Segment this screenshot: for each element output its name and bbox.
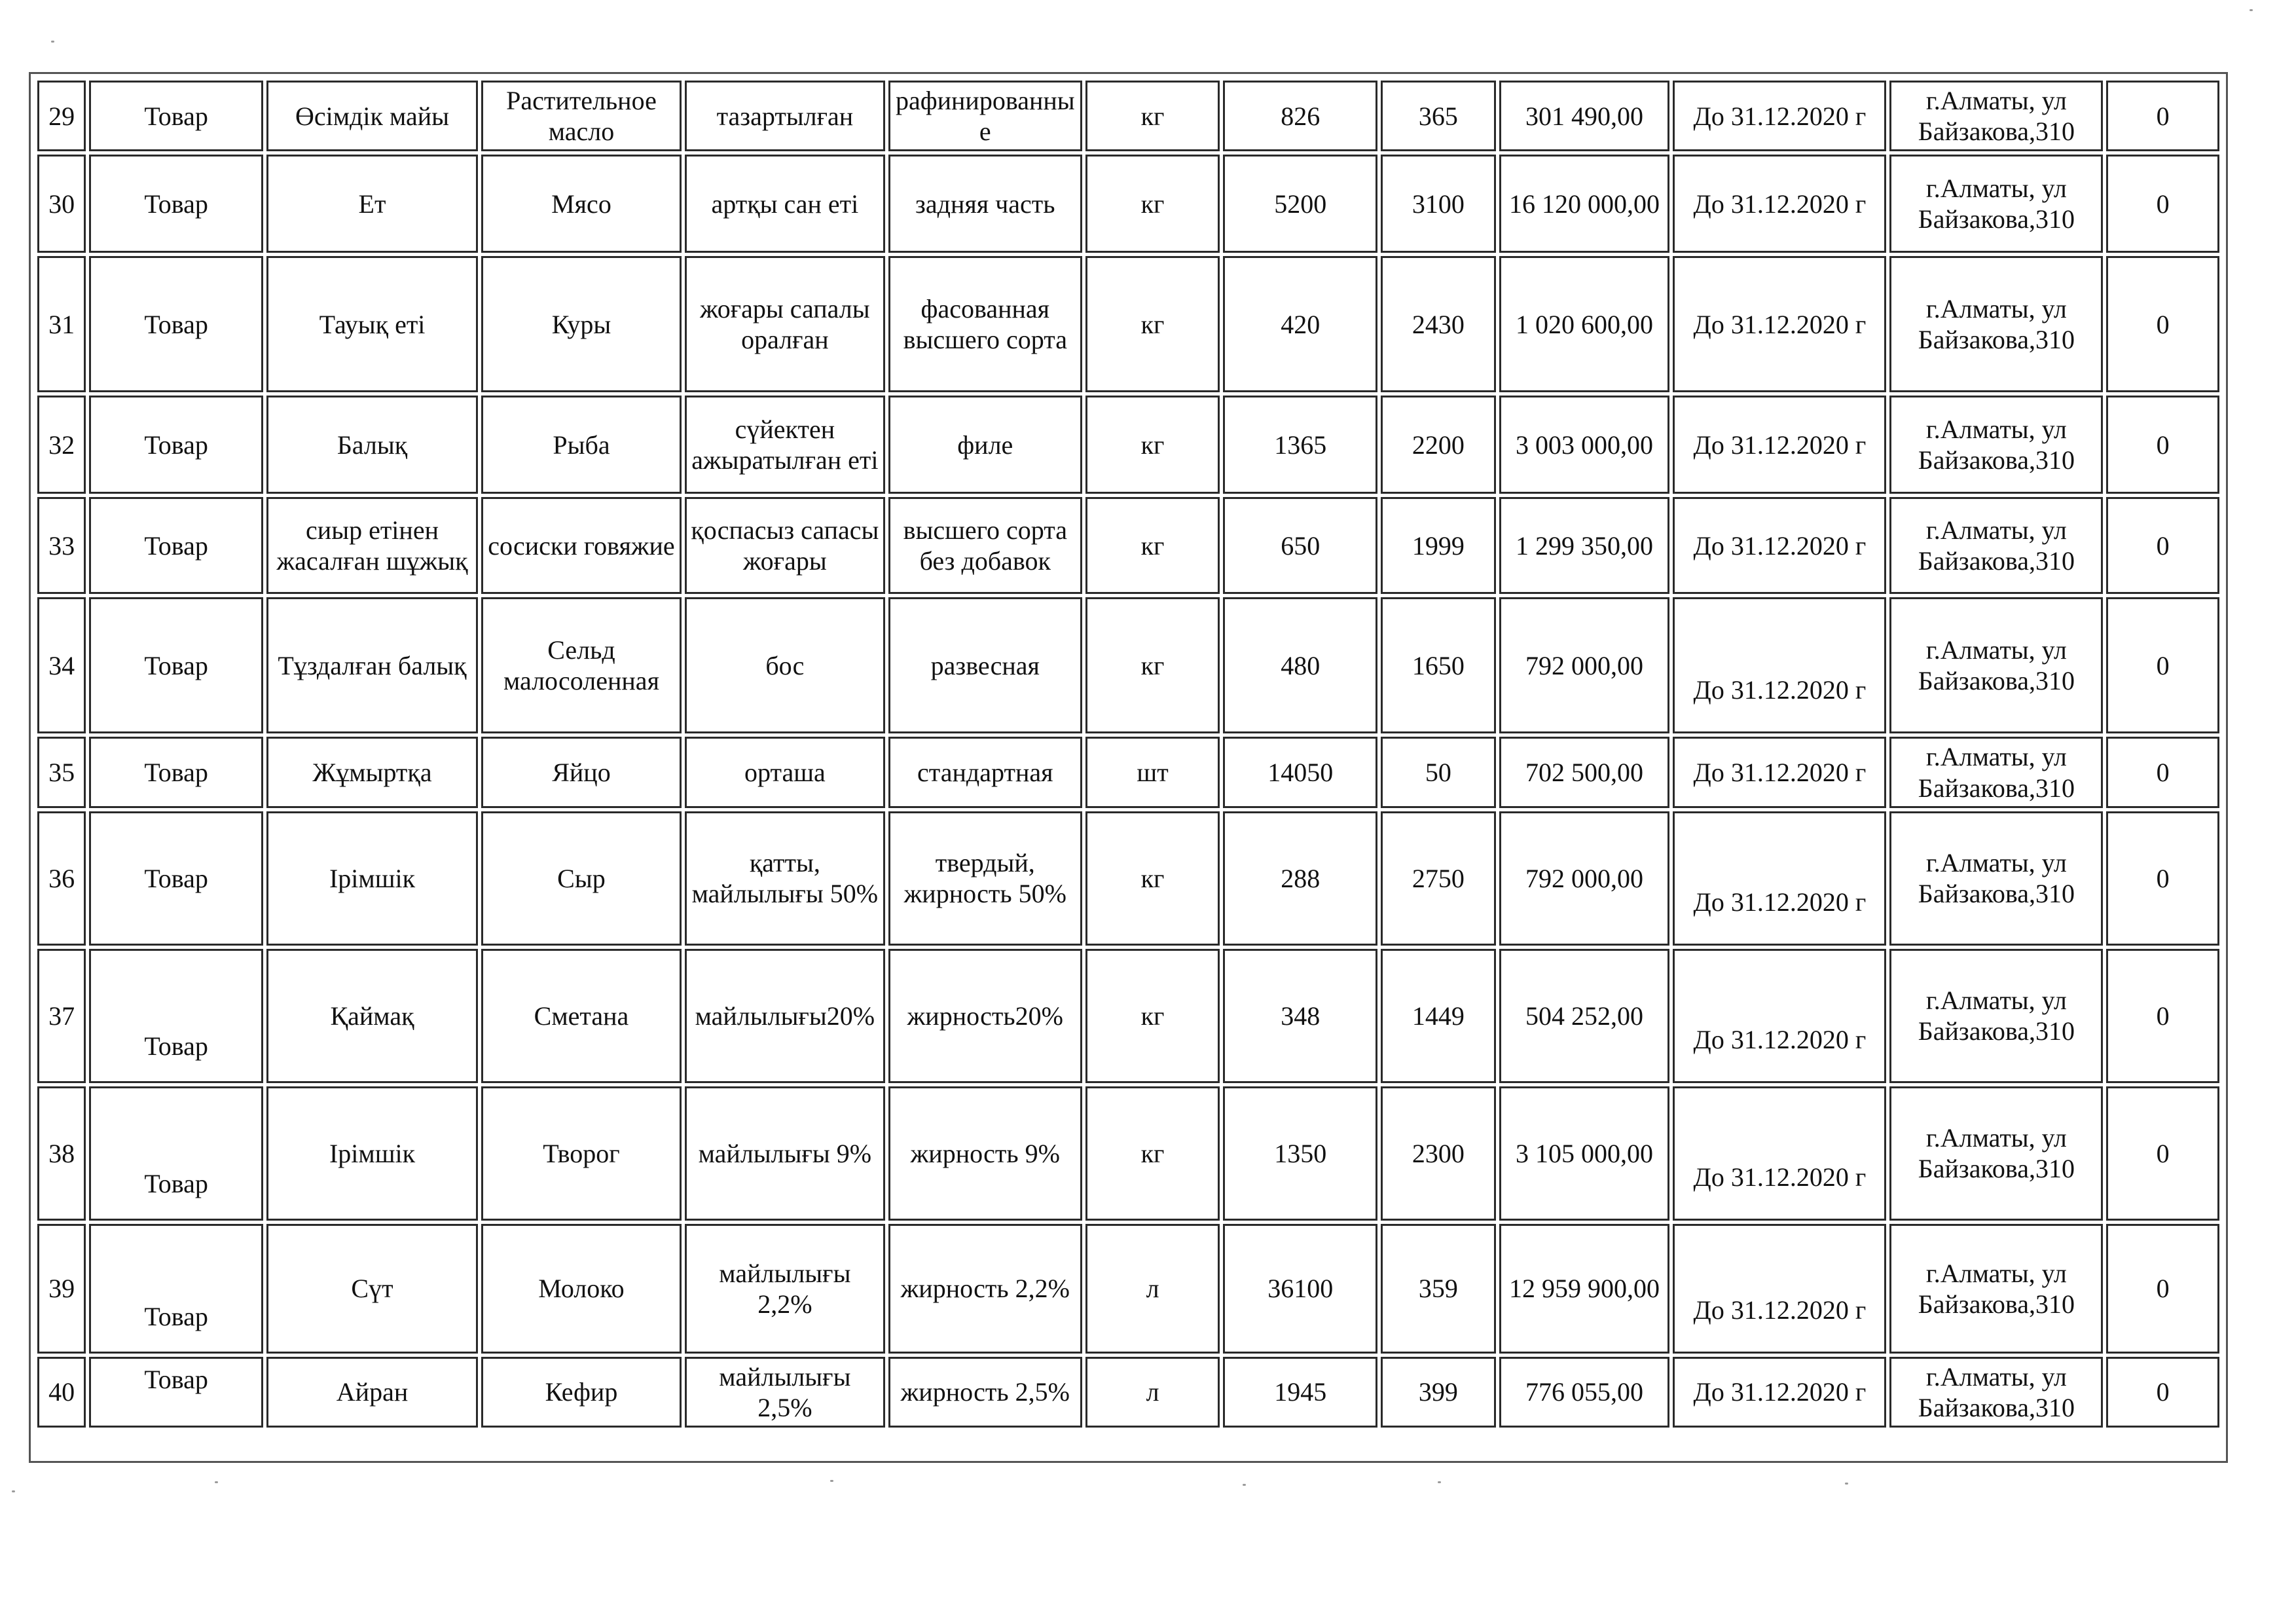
unit-price: 2200 xyxy=(1381,396,1496,494)
row-number: 36 xyxy=(37,811,86,946)
unit-of-measure: кг xyxy=(1085,256,1220,392)
table-row xyxy=(37,155,2219,253)
row-number: 30 xyxy=(37,155,86,253)
unit-price: 359 xyxy=(1381,1224,1496,1354)
delivery-term: До 31.12.2020 г xyxy=(1673,1357,1886,1428)
quantity: 1365 xyxy=(1223,396,1377,494)
quantity: 1945 xyxy=(1223,1357,1377,1428)
item-type: Товар xyxy=(89,155,263,253)
unit-of-measure: кг xyxy=(1085,949,1220,1083)
item-name-ru: Молоко xyxy=(481,1224,682,1354)
row-number: 29 xyxy=(37,81,86,151)
table-row xyxy=(37,1357,2219,1428)
delivery-place: г.Алматы, ул Байзакова,310 xyxy=(1889,811,2103,946)
total-amount: 776 055,00 xyxy=(1499,1357,1670,1428)
item-name-kk: Балық xyxy=(266,396,478,494)
advance-payment: 0 xyxy=(2106,949,2219,1083)
scan-speck xyxy=(2250,9,2253,11)
row-number: 39 xyxy=(37,1224,86,1354)
delivery-place: г.Алматы, ул Байзакова,310 xyxy=(1889,949,2103,1083)
delivery-term: До 31.12.2020 г xyxy=(1673,256,1886,392)
item-spec-ru: стандартная xyxy=(888,737,1082,807)
total-amount: 3 003 000,00 xyxy=(1499,396,1670,494)
item-type: Товар xyxy=(89,949,263,1083)
scan-speck xyxy=(215,1481,218,1483)
item-type: Товар xyxy=(89,81,263,151)
quantity: 1350 xyxy=(1223,1086,1377,1221)
item-name-ru: Яйцо xyxy=(481,737,682,807)
item-name-ru: Мясо xyxy=(481,155,682,253)
unit-of-measure: шт xyxy=(1085,737,1220,807)
table-row xyxy=(37,497,2219,594)
unit-price: 365 xyxy=(1381,81,1496,151)
item-name-ru: Кефир xyxy=(481,1357,682,1428)
delivery-term: До 31.12.2020 г xyxy=(1673,81,1886,151)
item-spec-ru: жирность 2,5% xyxy=(888,1357,1082,1428)
item-spec-kk: жоғары сапалы оралған xyxy=(685,256,885,392)
delivery-term: До 31.12.2020 г xyxy=(1673,1086,1886,1221)
row-number: 35 xyxy=(37,737,86,807)
advance-payment: 0 xyxy=(2106,497,2219,594)
item-spec-kk: орташа xyxy=(685,737,885,807)
total-amount: 12 959 900,00 xyxy=(1499,1224,1670,1354)
item-name-kk: Ірімшік xyxy=(266,1086,478,1221)
unit-price: 2430 xyxy=(1381,256,1496,392)
scan-speck xyxy=(1845,1483,1848,1485)
item-name-ru: сосиски говяжие xyxy=(481,497,682,594)
item-spec-ru: жирность 2,2% xyxy=(888,1224,1082,1354)
advance-payment: 0 xyxy=(2106,597,2219,733)
item-type: Товар xyxy=(89,737,263,807)
item-spec-kk: майлылығы 2,5% xyxy=(685,1357,885,1428)
item-spec-kk: сүйектен ажыратылған еті xyxy=(685,396,885,494)
unit-of-measure: кг xyxy=(1085,597,1220,733)
item-name-ru: Растительное масло xyxy=(481,81,682,151)
item-type: Товар xyxy=(89,497,263,594)
quantity: 826 xyxy=(1223,81,1377,151)
item-spec-kk: бос xyxy=(685,597,885,733)
item-name-kk: Өсімдік майы xyxy=(266,81,478,151)
quantity: 480 xyxy=(1223,597,1377,733)
advance-payment: 0 xyxy=(2106,396,2219,494)
total-amount: 1 299 350,00 xyxy=(1499,497,1670,594)
table-row xyxy=(37,1224,2219,1354)
item-name-ru: Сельд малосоленная xyxy=(481,597,682,733)
unit-of-measure: л xyxy=(1085,1357,1220,1428)
advance-payment: 0 xyxy=(2106,737,2219,807)
table-row xyxy=(37,949,2219,1083)
unit-of-measure: кг xyxy=(1085,155,1220,253)
item-name-kk: Тұздалған балық xyxy=(266,597,478,733)
procurement-goods-table xyxy=(34,77,2223,1431)
table-row xyxy=(37,1086,2219,1221)
item-name-kk: сиыр етінен жасалған шұжық xyxy=(266,497,478,594)
delivery-place: г.Алматы, ул Байзакова,310 xyxy=(1889,1086,2103,1221)
advance-payment: 0 xyxy=(2106,155,2219,253)
item-type: Товар xyxy=(89,256,263,392)
table-row xyxy=(37,396,2219,494)
advance-payment: 0 xyxy=(2106,811,2219,946)
item-spec-kk: тазартылған xyxy=(685,81,885,151)
quantity: 14050 xyxy=(1223,737,1377,807)
row-number: 34 xyxy=(37,597,86,733)
row-number: 32 xyxy=(37,396,86,494)
delivery-term: До 31.12.2020 г xyxy=(1673,1224,1886,1354)
item-name-ru: Куры xyxy=(481,256,682,392)
item-type: Товар xyxy=(89,396,263,494)
row-number: 31 xyxy=(37,256,86,392)
unit-price: 1449 xyxy=(1381,949,1496,1083)
table-body xyxy=(37,81,2219,1428)
item-type: Товар xyxy=(89,597,263,733)
table-row xyxy=(37,256,2219,392)
item-spec-ru: развесная xyxy=(888,597,1082,733)
item-spec-ru: фасованная высшего сорта xyxy=(888,256,1082,392)
item-name-kk: Ірімшік xyxy=(266,811,478,946)
unit-of-measure: кг xyxy=(1085,811,1220,946)
unit-of-measure: кг xyxy=(1085,396,1220,494)
quantity: 420 xyxy=(1223,256,1377,392)
unit-price: 2750 xyxy=(1381,811,1496,946)
item-spec-ru: жирность20% xyxy=(888,949,1082,1083)
row-number: 37 xyxy=(37,949,86,1083)
item-name-kk: Тауық еті xyxy=(266,256,478,392)
item-spec-kk: артқы сан еті xyxy=(685,155,885,253)
row-number: 40 xyxy=(37,1357,86,1428)
unit-of-measure: кг xyxy=(1085,497,1220,594)
quantity: 650 xyxy=(1223,497,1377,594)
scan-speck xyxy=(1243,1484,1246,1486)
quantity: 36100 xyxy=(1223,1224,1377,1354)
item-spec-kk: майлылығы 2,2% xyxy=(685,1224,885,1354)
unit-of-measure: кг xyxy=(1085,1086,1220,1221)
delivery-term: До 31.12.2020 г xyxy=(1673,737,1886,807)
item-spec-ru: высшего сорта без добавок xyxy=(888,497,1082,594)
item-name-ru: Сыр xyxy=(481,811,682,946)
delivery-place: г.Алматы, ул Байзакова,310 xyxy=(1889,497,2103,594)
item-spec-ru: твердый, жирность 50% xyxy=(888,811,1082,946)
delivery-place: г.Алматы, ул Байзакова,310 xyxy=(1889,155,2103,253)
delivery-place: г.Алматы, ул Байзакова,310 xyxy=(1889,1224,2103,1354)
item-spec-ru: жирность 9% xyxy=(888,1086,1082,1221)
advance-payment: 0 xyxy=(2106,1357,2219,1428)
item-name-kk: Қаймақ xyxy=(266,949,478,1083)
scan-speck xyxy=(830,1480,833,1482)
unit-price: 50 xyxy=(1381,737,1496,807)
item-type: Товар xyxy=(89,1086,263,1221)
total-amount: 702 500,00 xyxy=(1499,737,1670,807)
delivery-place: г.Алматы, ул Байзакова,310 xyxy=(1889,597,2103,733)
advance-payment: 0 xyxy=(2106,1086,2219,1221)
unit-of-measure: л xyxy=(1085,1224,1220,1354)
item-name-kk: Айран xyxy=(266,1357,478,1428)
total-amount: 792 000,00 xyxy=(1499,811,1670,946)
scan-speck xyxy=(1438,1481,1441,1483)
item-type: Товар xyxy=(89,1224,263,1354)
item-name-ru: Рыба xyxy=(481,396,682,494)
total-amount: 301 490,00 xyxy=(1499,81,1670,151)
table-row xyxy=(37,81,2219,151)
row-number: 38 xyxy=(37,1086,86,1221)
item-name-ru: Сметана xyxy=(481,949,682,1083)
unit-price: 399 xyxy=(1381,1357,1496,1428)
unit-price: 3100 xyxy=(1381,155,1496,253)
item-spec-ru: рафинированные xyxy=(888,81,1082,151)
advance-payment: 0 xyxy=(2106,1224,2219,1354)
unit-price: 1999 xyxy=(1381,497,1496,594)
delivery-term: До 31.12.2020 г xyxy=(1673,949,1886,1083)
total-amount: 504 252,00 xyxy=(1499,949,1670,1083)
delivery-place: г.Алматы, ул Байзакова,310 xyxy=(1889,256,2103,392)
quantity: 288 xyxy=(1223,811,1377,946)
table-row xyxy=(37,597,2219,733)
delivery-term: До 31.12.2020 г xyxy=(1673,811,1886,946)
total-amount: 1 020 600,00 xyxy=(1499,256,1670,392)
table-row xyxy=(37,811,2219,946)
delivery-place: г.Алматы, ул Байзакова,310 xyxy=(1889,1357,2103,1428)
item-type: Товар xyxy=(89,811,263,946)
delivery-place: г.Алматы, ул Байзакова,310 xyxy=(1889,81,2103,151)
delivery-term: До 31.12.2020 г xyxy=(1673,155,1886,253)
quantity: 348 xyxy=(1223,949,1377,1083)
item-spec-kk: майлылығы20% xyxy=(685,949,885,1083)
table-row xyxy=(37,737,2219,807)
item-spec-kk: қатты, майлылығы 50% xyxy=(685,811,885,946)
advance-payment: 0 xyxy=(2106,81,2219,151)
delivery-place: г.Алматы, ул Байзакова,310 xyxy=(1889,737,2103,807)
item-type: Товар xyxy=(89,1357,263,1428)
item-name-kk: Сүт xyxy=(266,1224,478,1354)
total-amount: 792 000,00 xyxy=(1499,597,1670,733)
item-name-kk: Ет xyxy=(266,155,478,253)
item-spec-kk: қоспасыз сапасы жоғары xyxy=(685,497,885,594)
scan-speck xyxy=(12,1490,15,1492)
total-amount: 3 105 000,00 xyxy=(1499,1086,1670,1221)
delivery-term: До 31.12.2020 г xyxy=(1673,396,1886,494)
item-name-ru: Творог xyxy=(481,1086,682,1221)
delivery-term: До 31.12.2020 г xyxy=(1673,497,1886,594)
item-name-kk: Жұмыртқа xyxy=(266,737,478,807)
total-amount: 16 120 000,00 xyxy=(1499,155,1670,253)
unit-of-measure: кг xyxy=(1085,81,1220,151)
item-spec-ru: филе xyxy=(888,396,1082,494)
unit-price: 1650 xyxy=(1381,597,1496,733)
delivery-place: г.Алматы, ул Байзакова,310 xyxy=(1889,396,2103,494)
item-spec-kk: майлылығы 9% xyxy=(685,1086,885,1221)
delivery-term: До 31.12.2020 г xyxy=(1673,597,1886,733)
row-number: 33 xyxy=(37,497,86,594)
scan-speck xyxy=(51,41,54,43)
item-spec-ru: задняя часть xyxy=(888,155,1082,253)
quantity: 5200 xyxy=(1223,155,1377,253)
unit-price: 2300 xyxy=(1381,1086,1496,1221)
advance-payment: 0 xyxy=(2106,256,2219,392)
